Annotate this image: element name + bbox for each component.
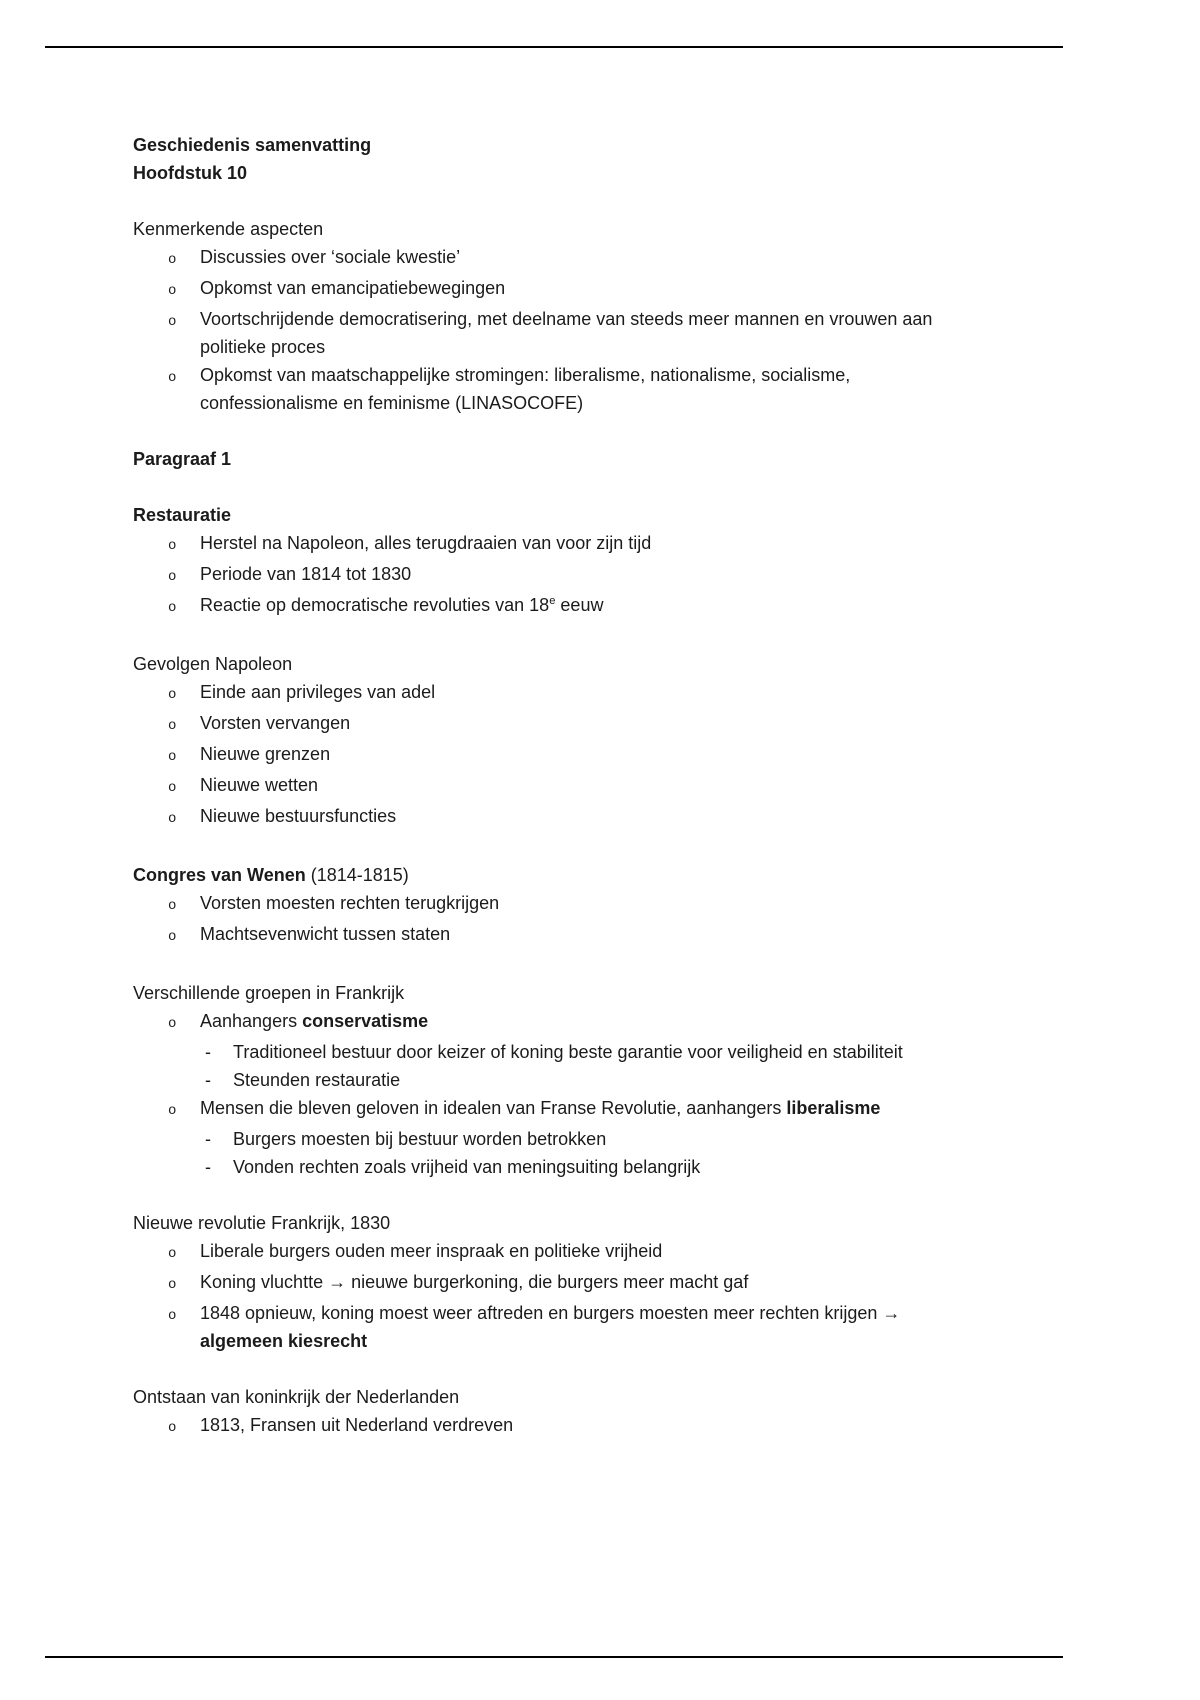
text-run: Opkomst van maatschappelijke stromingen: liberalisme, nationalisme, socialisme, confessionalisme en feminisme (LINASOCOFE) — [200, 365, 851, 413]
bullet-marker: o — [168, 314, 177, 330]
list-item-level1 — [133, 889, 963, 920]
superscript-run: e — [549, 595, 556, 607]
bullet-marker: o — [168, 687, 177, 703]
blank-line — [133, 833, 963, 861]
text-run: Herstel na Napoleon, alles terugdraaien van voor zijn tijd — [200, 533, 652, 553]
text-run: Koning vluchtte — [200, 1272, 329, 1292]
list-item-level1 — [133, 771, 963, 802]
blank-line — [133, 417, 963, 445]
bottom-rule — [45, 1656, 1063, 1658]
list-item-level1 — [133, 274, 963, 305]
text-run: Nieuwe revolutie Frankrijk, 1830 — [133, 1213, 391, 1233]
bullet-marker: o — [168, 749, 177, 765]
bullet-text — [200, 1299, 963, 1355]
bullet-text — [200, 1411, 963, 1439]
bullet-text — [200, 678, 963, 706]
text-run: Kenmerkende aspecten — [133, 219, 324, 239]
bullet-text — [200, 1237, 963, 1265]
bullet-text — [200, 274, 963, 302]
bullet-marker: o — [168, 1246, 177, 1262]
list-item-level1 — [133, 591, 963, 622]
list-item-level1 — [133, 1411, 963, 1442]
list-item-level1 — [133, 1299, 963, 1355]
text-run: Restauratie — [133, 505, 232, 525]
list-item-level1 — [133, 802, 963, 833]
bullet-marker: o — [168, 811, 177, 827]
bullet-text — [200, 243, 963, 271]
text-run: Liberale burgers ouden meer inspraak en politieke vrijheid — [200, 1241, 663, 1261]
bullet-text — [233, 1038, 963, 1066]
list-item-level1 — [133, 1237, 963, 1268]
bullet-text — [200, 305, 963, 361]
list-item-level2 — [133, 1066, 963, 1094]
section-heading — [133, 1209, 963, 1237]
list-item-level1 — [133, 361, 963, 417]
bullet-text — [200, 740, 963, 768]
text-run: Periode van 1814 tot 1830 — [200, 564, 412, 584]
text-run: Discussies over ‘sociale kwestie’ — [200, 247, 461, 267]
text-run: Einde aan privileges van adel — [200, 682, 436, 702]
bullet-text — [200, 1007, 963, 1035]
bullet-text — [200, 802, 963, 830]
bullet-marker: o — [168, 1277, 177, 1293]
section-heading — [133, 861, 963, 889]
text-run: Paragraaf 1 — [133, 449, 232, 469]
list-item-level1 — [133, 529, 963, 560]
bullet-text — [200, 1268, 963, 1296]
list-item-level1 — [133, 560, 963, 591]
blank-line — [133, 1181, 963, 1209]
doc-title — [133, 131, 963, 159]
list-item-level1 — [133, 678, 963, 709]
bullet-marker: - — [205, 1070, 211, 1090]
bullet-marker: o — [168, 600, 177, 616]
bullet-text — [200, 591, 963, 619]
text-run: eeuw — [555, 595, 604, 615]
text-run: Verschillende groepen in Frankrijk — [133, 983, 405, 1003]
bullet-marker: o — [168, 283, 177, 299]
section-heading — [133, 979, 963, 1007]
text-run: Machtsevenwicht tussen staten — [200, 924, 451, 944]
text-run: 1813, Fransen uit Nederland verdreven — [200, 1415, 514, 1435]
text-run: Nieuwe grenzen — [200, 744, 331, 764]
list-item-level2 — [133, 1038, 963, 1066]
text-run: Vorsten moesten rechten terugkrijgen — [200, 893, 500, 913]
arrow-icon: → — [328, 1272, 347, 1292]
text-run: 1848 opnieuw, koning moest weer aftreden en burgers moesten meer rechten krijgen — [200, 1303, 883, 1323]
list-item-level2 — [133, 1125, 963, 1153]
section-heading — [133, 650, 963, 678]
bullet-text — [233, 1153, 963, 1181]
text-run: Congres van Wenen — [133, 865, 306, 885]
bullet-marker: - — [205, 1129, 211, 1149]
blank-line — [133, 622, 963, 650]
bullet-marker: o — [168, 898, 177, 914]
blank-line — [133, 1355, 963, 1383]
bullet-text — [233, 1125, 963, 1153]
bullet-marker: o — [168, 370, 177, 386]
text-run: Opkomst van emancipatiebewegingen — [200, 278, 506, 298]
section-heading — [133, 215, 963, 243]
bullet-marker: o — [168, 718, 177, 734]
bullet-text — [200, 889, 963, 917]
text-run: nieuwe burgerkoning, die burgers meer macht gaf — [346, 1272, 749, 1292]
chapter-title — [133, 159, 963, 187]
blank-line — [133, 187, 963, 215]
text-run: Steunden restauratie — [233, 1070, 401, 1090]
text-run: Vorsten vervangen — [200, 713, 351, 733]
bullet-marker: o — [168, 929, 177, 945]
text-run: Nieuwe wetten — [200, 775, 319, 795]
text-run: Geschiedenis samenvatting — [133, 135, 372, 155]
text-run: liberalisme — [786, 1098, 881, 1118]
bullet-text — [200, 1094, 963, 1122]
bullet-marker: o — [168, 1016, 177, 1032]
bullet-marker: o — [168, 1420, 177, 1436]
list-item-level1 — [133, 1094, 963, 1125]
bullet-marker: o — [168, 1103, 177, 1119]
text-run: Traditioneel bestuur door keizer of koning beste garantie voor veiligheid en stabiliteit — [233, 1042, 903, 1062]
text-run: Vonden rechten zoals vrijheid van meningsuiting belangrijk — [233, 1157, 701, 1177]
list-item-level1 — [133, 1007, 963, 1038]
bullet-marker: - — [205, 1042, 211, 1062]
blank-line — [133, 473, 963, 501]
bullet-marker: o — [168, 780, 177, 796]
text-run: Voortschrijdende democratisering, met deelname van steeds meer mannen en vrouwen aan politieke proces — [200, 309, 933, 357]
bullet-text — [200, 560, 963, 588]
list-item-level1 — [133, 709, 963, 740]
bullet-text — [200, 709, 963, 737]
bullet-text — [200, 529, 963, 557]
section-heading — [133, 1383, 963, 1411]
list-item-level1 — [133, 243, 963, 274]
list-item-level1 — [133, 740, 963, 771]
section-heading — [133, 501, 963, 529]
document-content — [133, 131, 963, 1442]
text-run: Hoofdstuk 10 — [133, 163, 248, 183]
text-run: Reactie op democratische revoluties van 18 — [200, 595, 550, 615]
blank-line — [133, 951, 963, 979]
bullet-text — [200, 920, 963, 948]
text-run: Burgers moesten bij bestuur worden betrokken — [233, 1129, 607, 1149]
bullet-marker: o — [168, 538, 177, 554]
bullet-marker: - — [205, 1157, 211, 1177]
text-run: conservatisme — [302, 1011, 429, 1031]
text-run: Gevolgen Napoleon — [133, 654, 293, 674]
bullet-text — [200, 771, 963, 799]
text-run: Mensen die bleven geloven in idealen van Franse Revolutie, aanhangers — [200, 1098, 787, 1118]
bullet-marker: o — [168, 569, 177, 585]
text-run: algemeen kiesrecht — [200, 1331, 368, 1351]
arrow-icon: → — [882, 1303, 901, 1323]
bullet-marker: o — [168, 1308, 177, 1324]
list-item-level1 — [133, 305, 963, 361]
text-run: Aanhangers — [200, 1011, 303, 1031]
list-item-level1 — [133, 1268, 963, 1299]
text-run: Nieuwe bestuursfuncties — [200, 806, 397, 826]
list-item-level1 — [133, 920, 963, 951]
list-item-level2 — [133, 1153, 963, 1181]
bullet-marker: o — [168, 252, 177, 268]
bullet-text — [233, 1066, 963, 1094]
bullet-text — [200, 361, 963, 417]
section-heading — [133, 445, 963, 473]
text-run: Ontstaan van koninkrijk der Nederlanden — [133, 1387, 460, 1407]
text-run: (1814-1815) — [305, 865, 409, 885]
top-rule — [45, 46, 1063, 48]
